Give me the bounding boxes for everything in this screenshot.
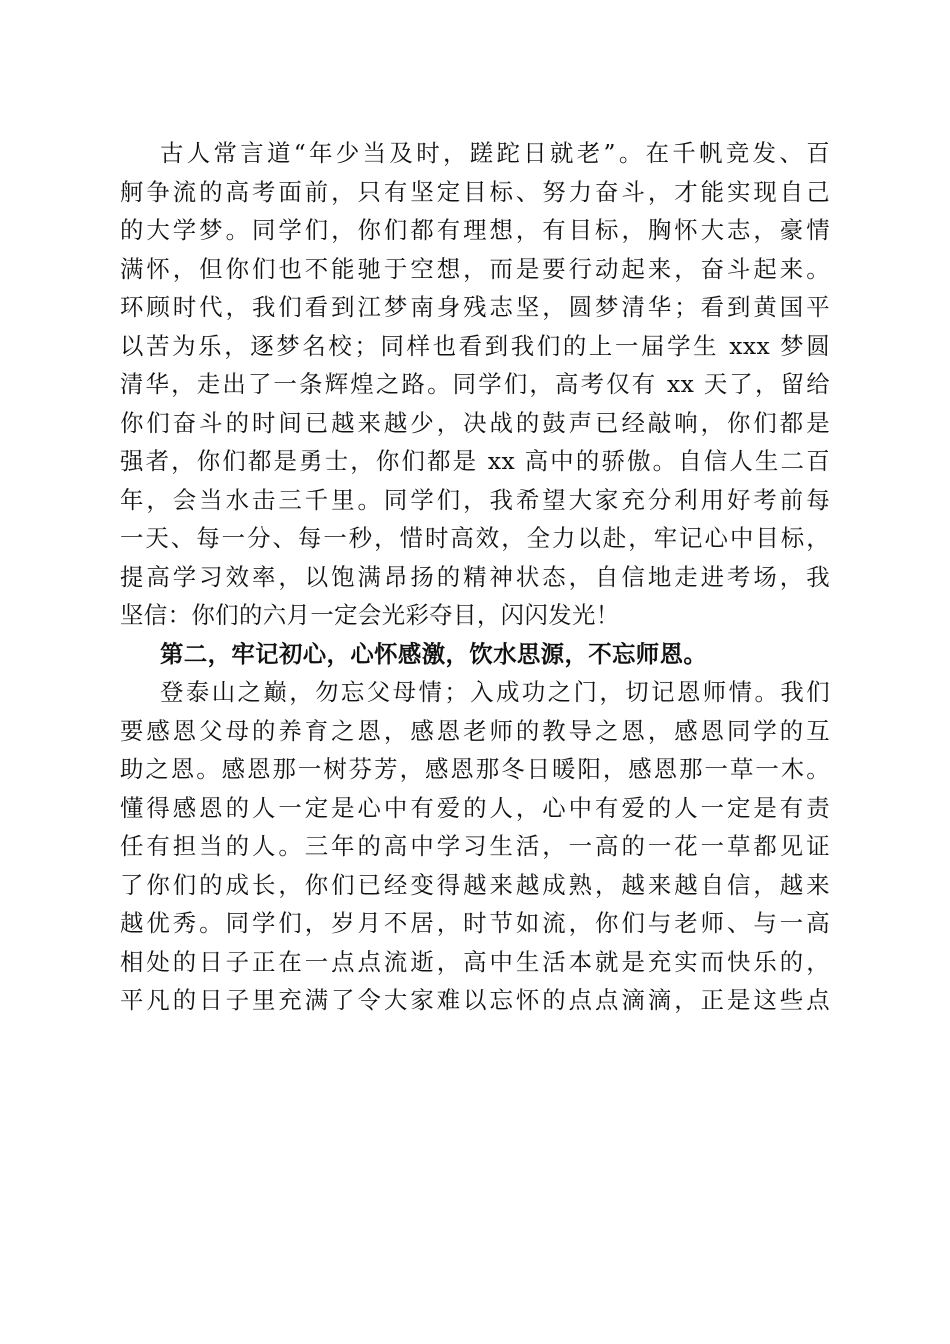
text-line: 登泰山之巅，勿忘父母情；入成功之门，切记恩师情。我们 [160, 678, 830, 706]
text-line: 平凡的日子里充满了令大家难以忘怀的点点滴滴，正是这些点 [120, 986, 830, 1014]
text-line: 满怀，但你们也不能驰于空想，而是要行动起来，奋斗起来。 [120, 254, 830, 283]
text-line: 相处的日子正在一点点流逝，高中生活本就是充实而快乐的， [120, 947, 830, 976]
document-page [120, 134, 830, 1020]
text-line: 助之恩。感恩那一树芬芳，感恩那冬日暖阳，感恩那一草一木。 [120, 755, 830, 783]
text-line: 懂得感恩的人一定是心中有爱的人，心中有爱的人一定是有责 [120, 793, 830, 822]
text-line: 你们奋斗的时间已越来越少，决战的鼓声已经敲响，你们都是 [120, 408, 830, 437]
text-line: 年，会当水击三千里。同学们，我希望大家充分利用好考前每 [120, 485, 830, 514]
text-line: 古人常言道“年少当及时，蹉跎日就老”。在千帆竞发、百 [160, 139, 830, 167]
text-line: 一天、每一分、每一秒，惜时高效，全力以赴，牢记心中目标， [120, 524, 830, 552]
heading-line: 第二，牢记初心，心怀感激，饮水思源，不忘师恩。 [160, 639, 708, 668]
paragraph-1 [120, 134, 830, 635]
section-heading [120, 635, 830, 674]
text-line: 强者，你们都是勇士，你们都是 xx 高中的骄傲。自信人生二百 [120, 447, 830, 475]
paragraph-3 [120, 673, 830, 1020]
text-line: 舸争流的高考面前，只有坚定目标、努力奋斗，才能实现自己 [120, 177, 830, 206]
text-line: 提高学习效率，以饱满昂扬的精神状态，自信地走进考场，我 [120, 562, 830, 591]
text-line: 任有担当的人。三年的高中学习生活，一高的一花一草都见证 [120, 832, 830, 860]
text-line: 以苦为乐，逐梦名校；同样也看到我们的上一届学生 xxx 梦圆 [120, 331, 830, 360]
text-line: 了你们的成长，你们已经变得越来越成熟，越来越自信，越来 [120, 870, 830, 899]
text-line: 要感恩父母的养育之恩，感恩老师的教导之恩，感恩同学的互 [120, 716, 830, 745]
text-line: 越优秀。同学们，岁月不居，时节如流，你们与老师、与一高 [120, 909, 830, 937]
text-line: 坚信：你们的六月一定会光彩夺目，闪闪发光！ [120, 601, 620, 629]
text-line: 的大学梦。同学们，你们都有理想，有目标，胸怀大志，豪情 [120, 216, 830, 244]
text-line: 清华，走出了一条辉煌之路。同学们，高考仅有 xx 天了，留给 [120, 370, 830, 398]
text-line: 环顾时代，我们看到江梦南身残志坚，圆梦清华；看到黄国平 [120, 293, 830, 321]
